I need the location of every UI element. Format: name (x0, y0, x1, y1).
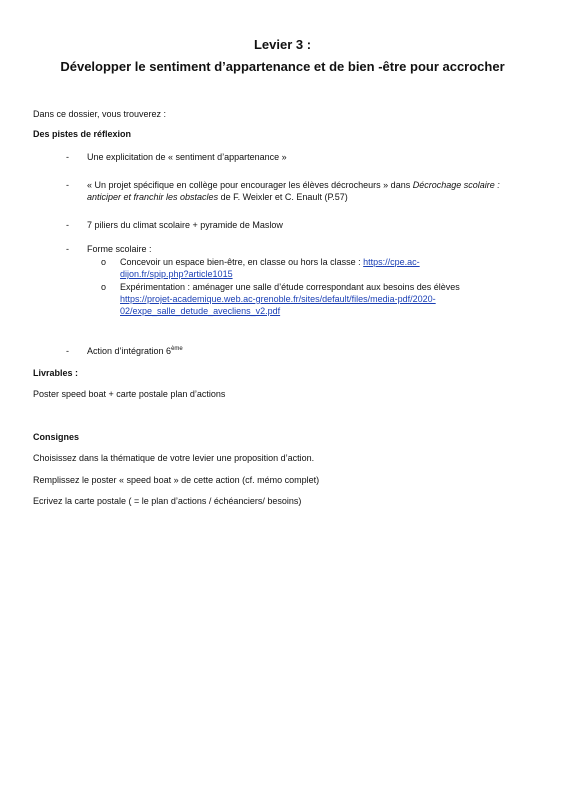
list-bullet: - (66, 152, 69, 162)
sub-item-espace-bien-etre-line1: Concevoir un espace bien-être, en classe ou hors la classe : https://cpe.ac- (120, 257, 420, 267)
list-bullet: - (66, 244, 69, 254)
page-title: Levier 3 : (253, 37, 312, 52)
list-bullet: - (66, 346, 69, 356)
book-title-part2: anticiper et franchir les obstacles (87, 192, 219, 202)
livrables-text: Poster speed boat + carte postale plan d’actions (33, 389, 226, 399)
sub-item-experimentation: Expérimentation : aménager une salle d’étude correspondant aux besoins des élèves (120, 282, 460, 292)
list-item-projet-line1: « Un projet spécifique en collège pour encourager les élèves décrocheurs » dans Décrochage scolaire : (87, 180, 500, 190)
list-bullet: - (66, 180, 69, 190)
list-item-forme-scolaire: Forme scolaire : (87, 244, 152, 254)
consigne-item: Choisissez dans la thématique de votre levier une proposition d’action. (33, 453, 315, 463)
list-bullet: - (66, 220, 69, 230)
consigne-item: Ecrivez la carte postale ( = le plan d’actions / échéanciers/ besoins) (33, 496, 302, 506)
page-subtitle: Développer le sentiment d’appartenance et de bien -être pour accrocher (60, 59, 505, 74)
sub-item-espace-bien-etre-line2 (120, 268, 233, 280)
link-cpe-dijon-part2[interactable]: dijon.fr/spip.php?article1015 (120, 269, 233, 279)
intro-text: Dans ce dossier, vous trouverez : (33, 109, 167, 119)
sub-bullet: o (101, 282, 107, 292)
link-grenoble-part2[interactable]: 02/expe_salle_detude_avecliens_v2.pdf (120, 306, 281, 316)
section-heading-pistes: Des pistes de réflexion (33, 129, 132, 139)
section-heading-livrables: Livrables : (33, 368, 79, 378)
link-cpe-dijon-part1[interactable]: https://cpe.ac- (363, 257, 420, 267)
section-heading-consignes: Consignes (33, 432, 80, 442)
consigne-item: Remplissez le poster « speed boat » de cette action (cf. mémo complet) (33, 475, 320, 485)
list-item-piliers: 7 piliers du climat scolaire + pyramide de Maslow (87, 220, 283, 230)
list-item-projet-line2: anticiper et franchir les obstacles de F. Weixler et C. Enault (P.57) (87, 192, 348, 202)
book-title-part1: Décrochage scolaire : (412, 180, 500, 190)
link-grenoble-part1[interactable]: https://projet-academique.web.ac-grenoble.fr/sites/default/files/media-pdf/2020- (120, 294, 436, 304)
list-item-sentiment: Une explicitation de « sentiment d’appartenance » (87, 152, 287, 162)
list-item-action-integration: Action d’intégration 6ème (87, 346, 183, 356)
sub-bullet: o (101, 257, 107, 267)
